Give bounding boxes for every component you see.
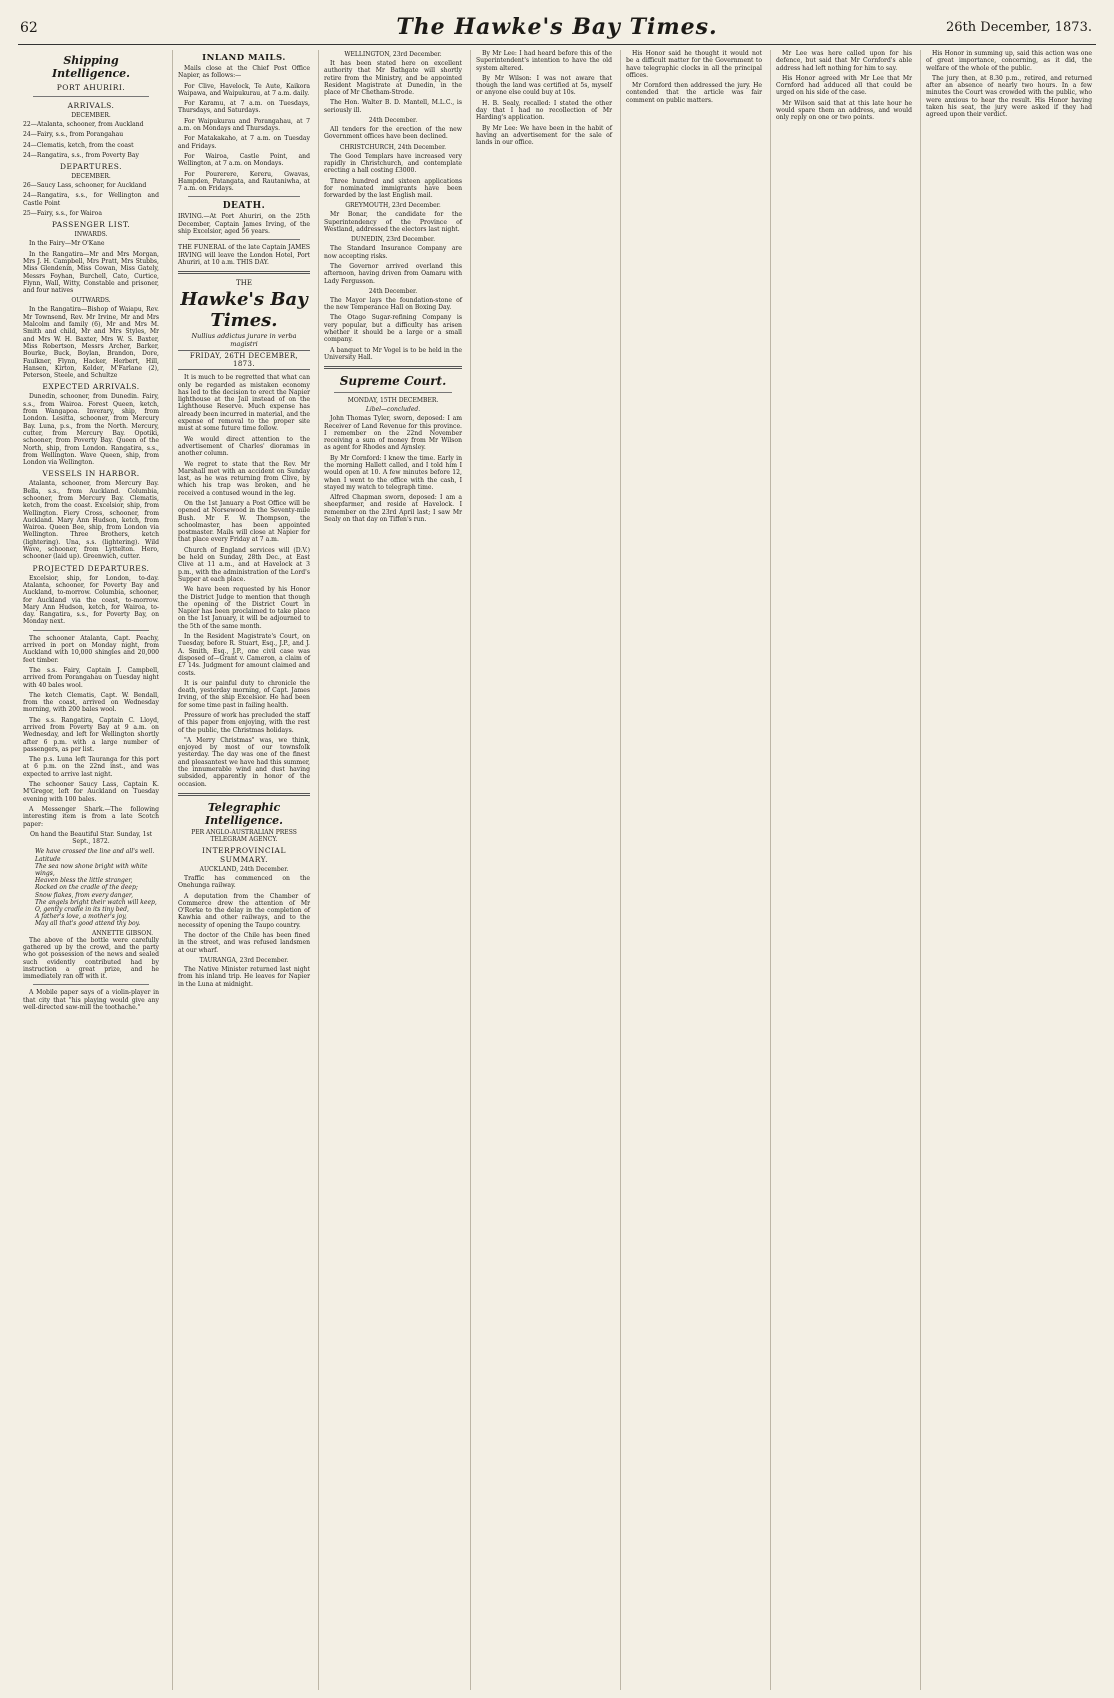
shipping-paragraph: The s.s. Fairy, Captain J. Campbell, arrived from Porangahau on Tuesday night with 40 bales wool. <box>23 666 159 689</box>
poem-line: O, gently cradle in its tiny bed, <box>35 906 129 914</box>
port-heading: PORT AHURIRI. <box>56 83 126 92</box>
wellington-paragraph: It has been stated here on excellent authority that Mr Bathgate will shortly retire from the Ministry, and be appointed Resident Magistrate at Dunedin, in the place of Mr Chetham-Strode. <box>324 60 462 97</box>
court-paragraph: By Mr Wilson: I was not aware that though the land was certified at 5s, myself or anyone else could buy at 10s. <box>476 74 612 97</box>
arrival-line: 24—Fairy, s.s., from Porangahau <box>23 131 124 139</box>
poem-signature: ANNETTE GIBSON. <box>92 929 153 937</box>
wellington-paragraph: All tenders for the erection of the new Government offices have been declined. <box>324 126 462 141</box>
column-court-1 <box>470 50 617 1690</box>
dunedin-paragraph: A banquet to Mr Vogel is to be held in the University Hall. <box>324 346 462 361</box>
shipping-paragraph: The s.s. Rangatira, Captain C. Lloyd, arrived from Poverty Bay at 9 a.m. on Wednesday, and left for Wellington shortly after 6 p.m. with a large number of passengers, as per list. <box>23 716 159 753</box>
poem-line: A father's love, a mother's joy, <box>35 913 127 921</box>
funeral-notice: THE FUNERAL of the late Captain JAMES IRVING will leave the London Hotel, Port Ahuriri, at 10 a.m. THIS DAY. <box>178 244 310 266</box>
passengers-out: In the Rangatira—Bishop of Waiapu, Rev. Mr Townsend, Rev. Mr Irvine, Mr and Mrs Malcolm and family (6), Mr and Mrs M. Smith and child, Mr and Mrs Styles, Mr and Mrs W. H. Baxter, Mrs W. S. Baxter, Miss Robertson, Messrs Archer, Barker, Bourke, Buck, Boylan, Brandon, Dore, Faulkner, Flynn, Hacker, Herbert, Hill, Hansen, Kirton, Kelder, M'Farlane (2), Peterson, Steele, and Schultze <box>23 306 159 380</box>
greymouth-dateline: GREYMOUTH, 23rd December. <box>345 202 441 210</box>
column-court-3 <box>770 50 917 1690</box>
arrivals-month: DECEMBER. <box>71 112 111 119</box>
poem-intro: On hand the Beautiful Star. Sunday, 1st Sept., 1872. <box>29 830 153 846</box>
dunedin-dateline: DUNEDIN, 23rd December. <box>350 236 436 244</box>
telegraphic-paragraph: The doctor of the Chile has been fined in the street, and was refused landsmen at our wharf. <box>178 932 310 954</box>
court-paragraph: Mr Lee was here called upon for his defence, but said that Mr Cornford's able address had left nothing for him to say. <box>776 50 912 72</box>
shipping-paragraph: The above of the bottle were carefully gathered up by the crowd, and the party who got possession of the news and sealed such evidently contributed had by instruction a great prize, and he immediately ran off with it. <box>23 936 159 981</box>
court-case: Libel—concluded. <box>365 406 421 414</box>
dunedin-dateline-2: 24th December. <box>368 287 418 295</box>
arrivals-heading: ARRIVALS. <box>67 101 115 110</box>
court-paragraph: John Thomas Tyler, sworn, deposed: I am Receiver of Land Revenue for this province. I remember on the 22nd November receiving a sum of money from Mr Wilson as agent for Rhodes and Aynsley. <box>324 415 462 452</box>
poem-line: Snow flakes, from every danger, <box>35 891 134 899</box>
mails-heading: INLAND MAILS. <box>202 53 286 63</box>
editorial-paragraph: "A Merry Christmas" was, we think, enjoyed by most of our townsfolk yesterday. The day was one of the finest and pleasantest we have had this summer, the innumerable wind and dust having subsided, apparently in honor of the occasion. <box>178 736 310 788</box>
dunedin-paragraph: The Mayor lays the foundation-stone of the new Temperance Hall on Boxing Day. <box>324 296 462 312</box>
departure-line: 26—Saucy Lass, schooner, for Auckland <box>23 182 147 190</box>
editorial-paragraph: We have been requested by his Honor the District Judge to mention that though the opening of the District Court in Napier has been proclaimed to take place on the 1st January, it will be adjourned to the 5th of the same month. <box>178 586 310 630</box>
wellington-paragraph: The Hon. Walter B. D. Mantell, M.L.C., is seriously ill. <box>324 99 462 114</box>
shipping-paragraph: The schooner Saucy Lass, Captain K. M'Gregor, left for Auckland on Tuesday evening with 100 bales. <box>23 781 159 803</box>
page-number: 62 <box>20 20 38 36</box>
editorial-dateline: FRIDAY, 26TH DECEMBER, 1873. <box>178 350 310 370</box>
poem-line: Heaven bless the little stranger, <box>35 877 133 885</box>
poem-line: We have crossed the line and all's well. Latitude <box>35 848 155 863</box>
court-paragraph: The jury then, at 8.30 p.m., retired, and returned after an absence of nearly two hours. In a few minutes the Court was crowded with the public, who were anxious to hear the result. His Honor having taken his seat, the jury were asked if they had agreed upon their verdict. <box>926 74 1092 119</box>
departure-line: 24—Rangatira, s.s., for Wellington and Castle Point <box>23 192 159 207</box>
poem-line: The angels bright their watch will keep, <box>35 898 157 906</box>
editorial-paragraph: We would direct attention to the advertisement of Charles' dioramas in another column. <box>178 435 310 458</box>
court-paragraph: His Honor in summing up, said this action was one of great importance, concerning, as it did, the welfare of the whole of the public. <box>926 50 1092 72</box>
court-paragraph: His Honor said he thought it would not be a difficult matter for the Government to have telegraphic clocks in all the principal offices. <box>626 50 762 79</box>
court-dateline: MONDAY, 15TH DECEMBER. <box>347 397 439 405</box>
mails-intro: Mails close at the Chief Post Office Napier, as follows:— <box>178 65 310 80</box>
christchurch-paragraph: Three hundred and sixteen applications for nominated immigrants have been forwarded by the last English mail. <box>324 177 462 200</box>
column-shipping <box>18 50 164 1690</box>
telegraphic-paragraph: Traffic has commenced on the Onehunga railway. <box>178 874 310 890</box>
projected-heading: PROJECTED DEPARTURES. <box>32 563 150 573</box>
mail-item: For Clive, Havelock, Te Aute, Kaikora Waipawa, and Waipukurau, at 7 a.m. daily. <box>178 82 310 97</box>
poem <box>23 848 159 927</box>
telegraphic-heading: Telegraphic Intelligence. <box>205 800 283 827</box>
dunedin-paragraph: The Otago Sugar-refining Company is very popular, but a difficulty has arisen whether it should be a large or a small company. <box>324 314 462 344</box>
poem-line: Rocked on the cradle of the deep; <box>35 884 138 892</box>
court-paragraph: By Mr Cornford: I knew the time. Early in the morning Hallett called, and I told him I would open at 10. A few minutes before 12, when I went to the office with the cash, I stayed my watch to telegraph time. <box>324 454 462 491</box>
editorial-motto: Nullius addictus jurare in verba magistri <box>191 332 297 349</box>
telegraphic-paragraph: The Native Minister returned last night from his inland trip. He leaves for Napier in the Luna at midnight. <box>178 965 310 988</box>
passengers-in: In the Fairy—Mr O'Kane <box>29 240 105 248</box>
shipping-paragraph: The p.s. Luna left Tauranga for this port at 6 p.m. on the 22nd inst., and was expected to arrive last night. <box>23 756 159 778</box>
arrival-line: 22—Atalanta, schooner, from Auckland <box>23 121 144 128</box>
court-heading: Supreme Court. <box>339 374 447 389</box>
arrival-line: 24—Clematis, ketch, from the coast <box>23 141 134 149</box>
column-court-4 <box>920 50 1097 1690</box>
mail-item: For Wairoa, Castle Point, and Wellington, at 7 a.m. on Mondays. <box>178 152 310 168</box>
mail-item: For Waipukurau and Porangahau, at 7 a.m. on Mondays and Thursdays. <box>178 117 310 133</box>
column-editorial <box>172 50 315 1690</box>
mail-item: For Karamu, at 7 a.m. on Tuesdays, Thursdays, and Saturdays. <box>178 100 310 115</box>
editorial-title: Hawke's Bay Times. <box>180 289 308 332</box>
death-notice <box>178 201 310 266</box>
issue-date: 26th December, 1873. <box>946 20 1092 35</box>
editorial-paragraph: It is our painful duty to chronicle the death, yesterday morning, of Capt. James Irving, of the ship Excelsior. He had been for some time past in failing health. <box>178 679 310 709</box>
projected-list: Excelsior, ship, for London, to-day. Atalanta, schooner, for Poverty Bay and Auckland, to-morrow. Columbia, schooner, for Auckland via the coast, to-morrow. Mary Ann Hudson, ketch, for Wairoa, to-day. Rangatira, s.s., for Poverty Bay, on Monday next. <box>23 574 159 626</box>
mail-item: For Pourerere, Kereru, Gwavas, Hampden, Patangata, and Rautaniwha, at 7 a.m. on Fridays. <box>178 170 310 193</box>
interprovincial-heading: INTERPROVINCIAL SUMMARY. <box>202 845 286 864</box>
editorial-paragraph: It is much to be regretted that what can only be regarded as mistaken economy has led to the decision to erect the Napier lighthouse at the Jail instead of on the Lighthouse Reserve. Much expense has already been incurred in material, and the expense of removal to the proper site must at some future time follow. <box>178 374 310 433</box>
auckland-dateline: AUCKLAND, 24th December. <box>199 865 289 873</box>
shipping-paragraph: The ketch Clematis, Capt. W. Bendall, from the coast, arrived on Wednesday morning, with 200 bales wool. <box>23 691 159 714</box>
telegraphic-agency: PER ANGLO-AUSTRALIAN PRESS TELEGRAM AGENCY. <box>191 828 297 843</box>
court-paragraph: Alfred Chapman sworn, deposed: I am a sheepfarmer, and reside at Havelock. I remember on the 23rd April last; I saw Mr Sealy on that day on Tiffen's run. <box>324 494 462 524</box>
masthead <box>18 14 1096 45</box>
departures-month: DECEMBER. <box>71 173 111 181</box>
editorial-paragraph: We regret to state that the Rev. Mr Marshall met with an accident on Sunday last, as he was returning from Clive, by which his trap was broken, and he received a contused wound in the leg. <box>178 460 310 497</box>
wellington-dateline-2: 24th December. <box>368 117 418 125</box>
expected-heading: EXPECTED ARRIVALS. <box>42 382 140 392</box>
shipping-paragraph: A Messenger Shark.—The following interesting item is from a late Scotch paper: <box>23 805 159 828</box>
greymouth-paragraph: Mr Bonar, the candidate for the Superintendency of the Province of Westland, addressed the electors last night. <box>324 211 462 234</box>
tauranga-dateline: TAURANGA, 23rd December. <box>199 956 289 964</box>
passengers-in-2: In the Rangatira—Mr and Mrs Morgan, Mrs J. H. Campbell, Mrs Pratt, Mrs Stubbs, Miss Glendenin, Miss Cowan, Miss Gately, Messrs Foyhan, Burchell, Cato, Curtice, Flynn, Wall, Witty, Constable and prisoner, and four natives <box>23 250 159 295</box>
court-paragraph: Mr Cornford then addressed the jury. He contended that the article was fair comment on public matters. <box>626 82 762 104</box>
shipping-paragraph: The schooner Atalanta, Capt. Peachy, arrived in port on Monday night, from Auckland with 10,000 shingles and 20,000 feet timber. <box>23 634 159 664</box>
editorial-paragraph: On the 1st January a Post Office will be opened at Norsewood in the Seventy-mile Bush. Mr F. W. Thompson, the schoolmaster, has been appointed postmaster. Mails will close at Napier for that place every Friday at 7 a.m. <box>178 499 310 544</box>
column-telegrams <box>318 50 467 1690</box>
inwards-label: INWARDS. <box>74 231 108 239</box>
court-paragraph: By Mr Lee: We have been in the habit of having an advertisement for the sale of lands in our office. <box>476 124 612 147</box>
dunedin-paragraph: The Governor arrived overland this afternoon, having driven from Oamaru with Lady Fergusson. <box>324 262 462 285</box>
court-paragraph: H. B. Sealy, recalled: I stated the other day that I had no recollection of Mr Harding's application. <box>476 99 612 122</box>
shipping-paragraph: A Mobile paper says of a violin-player in that city that "his playing would give any well-directed saw-mill the toothache." <box>23 989 159 1012</box>
passenger-heading: PASSENGER LIST. <box>51 220 131 230</box>
telegraphic-paragraph: A deputation from the Chamber of Commerce drew the attention of Mr O'Rorke to the delay in the completion of Kawhia and other railways, and to the necessity of opening the Taupo country. <box>178 892 310 929</box>
departure-line: 25—Fairy, s.s., for Wairoa <box>23 210 102 218</box>
editorial-paragraph: Pressure of work has precluded the staff of this paper from enjoying, with the rest of the public, the Christmas holidays. <box>178 712 310 734</box>
court-paragraph: By Mr Lee: I had heard before this of the Superintendent's intention to have the old system altered. <box>476 50 612 72</box>
court-paragraph: His Honor agreed with Mr Lee that Mr Cornford had adduced all that could be urged on his side of the case. <box>776 74 912 97</box>
christchurch-paragraph: The Good Templars have increased very rapidly in Christchurch, and contemplate erecting a hall costing £3000. <box>324 152 462 175</box>
death-heading: DEATH. <box>222 201 266 212</box>
death-text: IRVING.—At Port Ahuriri, on the 25th December, Captain James Irving, of the ship Excelsior, aged 56 years. <box>178 213 310 236</box>
shipping-heading: Shipping Intelligence. <box>52 54 130 80</box>
editorial-paragraph: In the Resident Magistrate's Court, on Tuesday, before R. Stuart, Esq., J.P., and J. A. Smith, Esq., J.P., one civil case was disposed of—Grant v. Cameron, a claim of £7 14s. Judgment for amount claimed and costs. <box>178 633 310 677</box>
editorial-paragraph: Church of England services will (D.V.) be held on Sunday, 28th Dec., at East Clive at 11 a.m., and at Havelock at 3 p.m., with the administration of the Lord's Supper at each place. <box>178 546 310 583</box>
column-court-2 <box>620 50 767 1690</box>
columns <box>18 50 1096 1690</box>
dunedin-paragraph: The Standard Insurance Company are now accepting risks. <box>324 245 462 260</box>
poem-line: May all that's good attend thy boy. <box>35 920 141 928</box>
christchurch-dateline: CHRISTCHURCH, 24th December. <box>339 143 447 151</box>
vessels-heading: VESSELS IN HARBOR. <box>42 469 140 479</box>
court-paragraph: Mr Wilson said that at this late hour he would spare them an address, and would only reply on one or two points. <box>776 99 912 122</box>
vessels-list: Atalanta, schooner, from Mercury Bay. Bella, s.s., from Auckland. Columbia, schooner, from Mercury Bay. Clematis, ketch, from the coast. Excelsior, ship, from Wellington. Fiery Cross, schooner, from Auckland. Mary Ann Hudson, ketch, from Wairoa. Queen Bee, ship, from London via Wellington. Three Brothers, ketch (lightering). Una, s.s. (lightering). Wild Wave, schooner, from Lyttelton. Hero, schooner (laid up). Greenwich, cutter. <box>23 480 159 561</box>
outwards-label: OUTWARDS. <box>71 297 111 305</box>
wellington-dateline: WELLINGTON, 23rd December. <box>344 51 442 58</box>
departures-heading: DEPARTURES. <box>60 162 122 172</box>
poem-line: The sea now shone bright with white wings, <box>35 862 148 878</box>
mail-item: For Matakakaho, at 7 a.m. on Tuesday and Fridays. <box>178 135 310 150</box>
arrival-line: 24—Rangatira, s.s., from Poverty Bay <box>23 151 139 159</box>
newspaper-title: The Hawke's Bay Times. <box>396 14 718 40</box>
editorial-the: THE <box>236 279 252 288</box>
expected-list: Dunedin, schooner, from Dunedin. Fairy, s.s., from Wairoa. Forest Queen, ketch, from Wangapoa. Inverary, ship, from London. Lesitta, schooner, from Mercury Bay. Luna, p.s., from the North. Mercury, cutter, from Mercury Bay. Opotiki, schooner, from Poverty Bay. Queen of the North, ship, from London. Rangatira, s.s., from Wellington. Wave Queen, ship, from London via Wellington. <box>23 393 159 467</box>
